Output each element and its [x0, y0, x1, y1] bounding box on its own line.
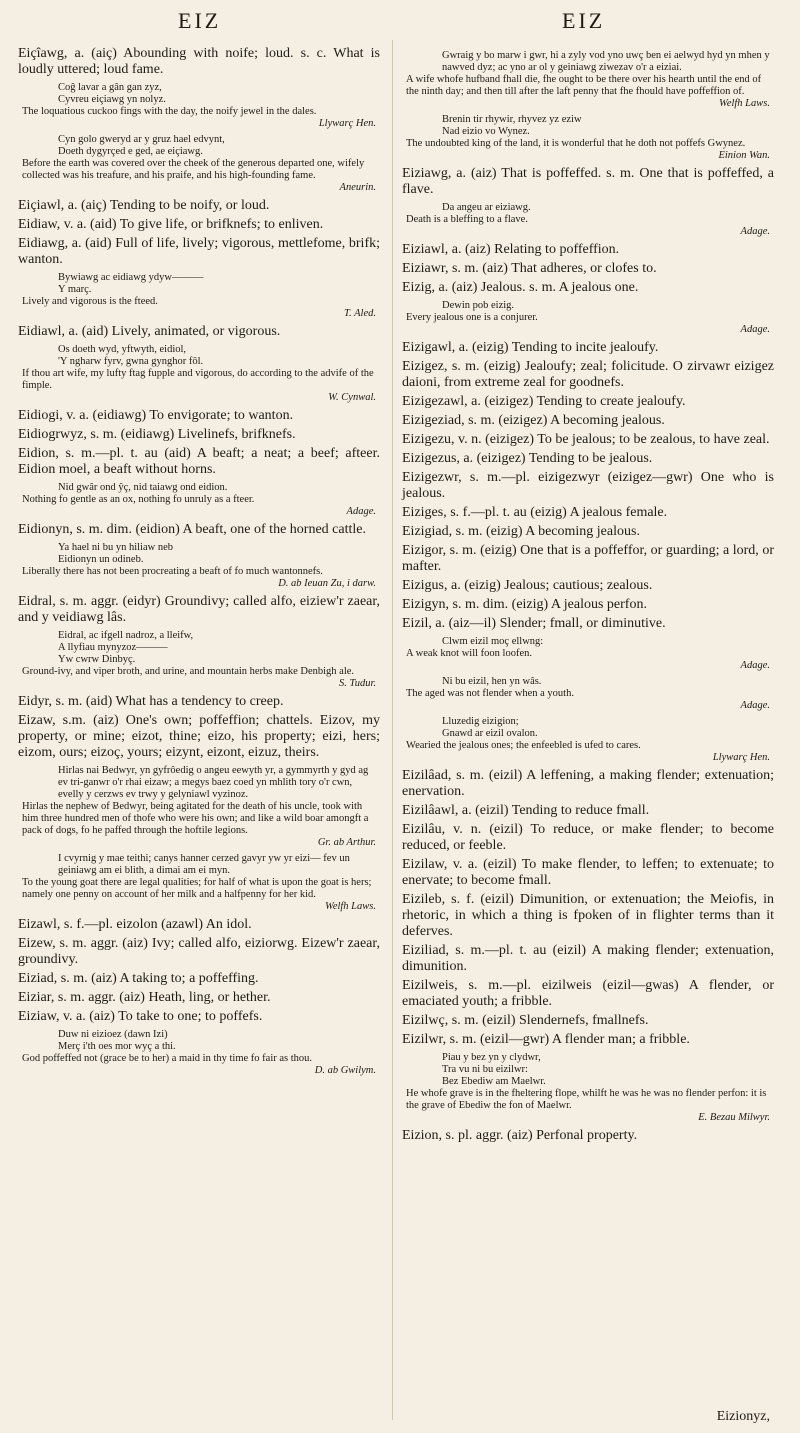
dictionary-entry: Eiziawl, a. (aiz) Relating to poffeffion.	[402, 242, 620, 257]
quotation-source: W. Cynwal.	[328, 392, 376, 403]
dictionary-entry: Eizigawl, a. (eizig) Tending to incite jealoufy.	[402, 340, 659, 355]
quotation-verse: Da angeu ar eiziawg.	[442, 202, 531, 213]
dictionary-entry: Eiziliad, s. m.—pl. t. au (eizil) A making flender; extenuation, dimunition.	[402, 943, 774, 974]
quotation	[402, 114, 774, 162]
dictionary-entry: Eizilâawl, a. (eizil) Tending to reduce fmall.	[402, 803, 650, 818]
dictionary-entry: Eiziawr, s. m. (aiz) That adheres, or clofes to.	[402, 261, 657, 276]
quotation-verse: Y març.	[58, 284, 92, 295]
dictionary-entry: Eizigeziad, s. m. (eizigez) A becoming jealous.	[402, 413, 665, 428]
quotation	[18, 765, 380, 849]
quotation-verse: I cvyrnig y mae teithi; canys hanner cerzed gavyr yw yr eizi— fev un geiniawg am ei blith, a dimai am ei myn.	[58, 853, 350, 876]
quotation	[402, 716, 774, 764]
dictionary-entry: Eidyr, s. m. (aid) What has a tendency to creep.	[18, 694, 284, 709]
dictionary-entry: Eizigezwr, s. m.—pl. eizigezwyr (eizigez—gwr) One who is jealous.	[402, 470, 774, 501]
quotation-verse: Nad eizio vo Wynez.	[442, 126, 530, 137]
quotation-verse: Gwraig y bo marw i gwr, hi a zyly vod yno uwç ben ei aelwyd hyd yn mhen y nawved dyz; ac yno ar ol y geiniawg ziwezav o'r a eiziai.	[442, 50, 770, 73]
quotation-translation: The aged was not flender when a youth.	[406, 688, 574, 699]
quotation-translation: A weak knot will foon loofen.	[406, 648, 532, 659]
quotation	[18, 482, 380, 518]
quotation-translation: Hirlas the nephew of Bedwyr, being agitated for the death of his uncle, took with him three hundred men of thofe who were his own; and like a wild boar amongft a pack of dogs, fo he paffed through the hoftile legions.	[22, 801, 369, 836]
quotation	[18, 344, 380, 404]
quotation-source: D. ab Gwilym.	[314, 1065, 376, 1076]
dictionary-entry: Eizil, a. (aiz—il) Slender; fmall, or diminutive.	[402, 616, 666, 631]
quotation-verse: Merç i'th oes mor wyç a thi.	[58, 1041, 176, 1052]
quotation-source: Einion Wan.	[718, 150, 770, 161]
dictionary-entry: Eizigez, s. m. (eizig) Jealoufy; zeal; folicitude. O zirvawr eizigez daioni, from extreme zeal for goodnefs.	[402, 359, 774, 390]
dictionary-entry: Eidiogi, v. a. (eidiawg) To envigorate; to wanton.	[18, 408, 294, 423]
quotation-source: Adage.	[740, 324, 770, 335]
dictionary-entry: Eiçiawl, a. (aiç) Tending to be noify, or loud.	[18, 198, 270, 213]
quotation-verse: Tra vu ni bu eizilwr:	[442, 1064, 528, 1075]
dictionary-entry: Eidral, s. m. aggr. (eidyr) Groundivy; called alfo, eiziew'r zaear, and y veidiawg lâs.	[18, 594, 380, 625]
quotation-verse: Ya hael ni bu yn hiliaw neb	[58, 542, 174, 553]
quotation-verse: Eidionyn un odineb.	[58, 554, 144, 565]
quotation-verse: A llyfiau mynyzoz———	[58, 642, 168, 653]
quotation-translation: The undoubted king of the land, it is wonderful that he doth not poffefs Gwynez.	[406, 138, 746, 149]
quotation	[18, 134, 380, 194]
quotation-source: Welfh Laws.	[325, 901, 376, 912]
quotation-source: S. Tudur.	[338, 678, 376, 689]
dictionary-entry: Eidionyn, s. m. dim. (eidion) A beaft, one of the horned cattle.	[18, 522, 366, 537]
quotation	[402, 636, 774, 672]
quotation-source: Llywarç Hen.	[712, 752, 770, 763]
quotation-translation: To the young goat there are legal qualities; for half of what is upon the goat is hers; namely one penny on account of her milk and a halfpenny for her kid.	[22, 877, 372, 900]
quotation-verse: Cyn golo gweryd ar y gruz hael edvynt,	[58, 134, 225, 145]
quotation-verse: Lluzedig eizigion;	[442, 716, 519, 727]
dictionary-entry: Eizigor, s. m. (eizig) One that is a poffeffor, or guarding; a lord, or mafter.	[402, 543, 774, 574]
dictionary-entry: Eidion, s. m.—pl. t. au (aid) A beaft; a neat; a beef; afteer. Eidion moel, a beaft without horns.	[18, 446, 380, 477]
quotation-translation: Death is a bleffing to a flave.	[406, 214, 528, 225]
quotation-verse: Eidral, ac ifgell nadroz, a lleifw,	[58, 630, 194, 641]
dictionary-entry: Eizilâad, s. m. (eizil) A leffening, a making flender; extenuation; enervation.	[402, 768, 774, 799]
dictionary-entry: Eizigezu, v. n. (eizigez) To be jealous; to be zealous, to have zeal.	[402, 432, 770, 447]
dictionary-entry: Eidiawl, a. (aid) Lively, animated, or vigorous.	[18, 324, 281, 339]
quotation-source: Welfh Laws.	[719, 98, 770, 109]
quotation-verse: Bez Ebediw am Maelwr.	[442, 1076, 546, 1087]
quotation-source: Aneurin.	[339, 182, 376, 193]
column-divider	[392, 40, 393, 1420]
dictionary-entry: Eizew, s. m. aggr. (aiz) Ivy; called alfo, eiziorwg. Eizew'r zaear, groundivy.	[18, 936, 380, 967]
quotation-verse: Dewin pob eizig.	[442, 300, 515, 311]
quotation-source: Adage.	[740, 226, 770, 237]
dictionary-entry: Eizawl, s. f.—pl. eizolon (azawl) An idol.	[18, 917, 252, 932]
dictionary-entry: Eizilwr, s. m. (eizil—gwr) A flender man; a fribble.	[402, 1032, 690, 1047]
dictionary-entry: Eiziad, s. m. (aiz) A taking to; a poffeffing.	[18, 971, 259, 986]
quotation-source: Adage.	[740, 700, 770, 711]
quotation-verse: Doeth dygyrçed e ged, ae eiçiawg.	[58, 146, 203, 157]
running-head-right: EIZ	[562, 8, 606, 33]
quotation-verse: Yw cwrw Dinbyç.	[58, 654, 136, 665]
quotation-translation: Every jealous one is a conjurer.	[406, 312, 538, 323]
dictionary-entry: Eidiaw, v. a. (aid) To give life, or brifknefs; to enliven.	[18, 217, 324, 232]
quotation	[402, 202, 774, 238]
quotation-verse: Clwm eizil moç ellwng:	[442, 636, 544, 647]
quotation-verse: Os doeth wyd, yftwyth, eidiol,	[58, 344, 187, 355]
quotation-translation: If thou art wife, my lufty ftag fupple and vigorous, do according to the advife of the fimple.	[22, 368, 374, 391]
left-column	[18, 46, 380, 1081]
dictionary-entry: Eizilaw, v. a. (eizil) To make flender, to leffen; to extenuate; to enervate; to become fmall.	[402, 857, 774, 888]
dictionary-entry: Eizigezus, a. (eizigez) Tending to be jealous.	[402, 451, 653, 466]
quotation-translation: God poffeffed not (grace be to her) a maid in thy time fo fair as thou.	[22, 1053, 313, 1064]
dictionary-entry: Eizigyn, s. m. dim. (eizig) A jealous perfon.	[402, 597, 647, 612]
running-head-left: EIZ	[178, 8, 222, 33]
quotation-source: Gr. ab Arthur.	[317, 837, 376, 848]
quotation-translation: Wearied the jealous ones; the enfeebled is ufed to cares.	[406, 740, 641, 751]
quotation-source: E. Bezau Milwyr.	[698, 1112, 770, 1123]
quotation	[402, 1052, 774, 1124]
quotation-translation: A wife whofe hufband fhall die, fhe ought to be there over his hearth until the end of the ninth day; and then till after the laft penny that fhe fhould have poffeffion of.	[406, 74, 762, 97]
quotation-translation: He whofe grave is in the fheltering flope, whilft he was he was no flender perfon: it is the grave of Ebediw the fon of Maelwr.	[406, 1088, 767, 1111]
dictionary-entry: Eiçîawg, a. (aiç) Abounding with noife; loud. s. c. What is loudly uttered; loud fame.	[18, 46, 380, 77]
quotation	[402, 676, 774, 712]
quotation	[402, 50, 774, 110]
dictionary-entry: Eizig, a. (aiz) Jealous. s. m. A jealous one.	[402, 280, 639, 295]
quotation	[18, 82, 380, 130]
dictionary-entry: Eizileb, s. f. (eizil) Dimunition, or extenuation; the Meiofis, in rhetoric, in which a thing is fpoken of in flighter terms than it deferves.	[402, 892, 774, 939]
quotation-source: D. ab Ieuan Zu, i darw.	[278, 578, 376, 589]
quotation-translation: Liberally there has not been procreating a beaft of fo much wantonnefs.	[22, 566, 323, 577]
quotation-verse: Brenin tir rhywir, rhyvez yz eziw	[442, 114, 582, 125]
dictionary-entry: Eidiogrwyz, s. m. (eidiawg) Livelinefs, brifknefs.	[18, 427, 296, 442]
quotation-source: Adage.	[346, 506, 376, 517]
quotation-verse: Piau y bez yn y clydwr,	[442, 1052, 541, 1063]
dictionary-entry: Eizilwç, s. m. (eizil) Slendernefs, fmallnefs.	[402, 1013, 649, 1028]
quotation-translation: Lively and vigorous is the fteed.	[22, 296, 158, 307]
right-column	[402, 46, 774, 1147]
quotation	[18, 542, 380, 590]
quotation	[18, 853, 380, 913]
quotation	[18, 1029, 380, 1077]
quotation-translation: The loquatious cuckoo fings with the day, the noify jewel in the dales.	[22, 106, 317, 117]
quotation-translation: Before the earth was covered over the cheek of the generous departed one, wifely collected was his treafure, and his praife, and his high-founding fame.	[22, 158, 365, 181]
dictionary-entry: Eizigezawl, a. (eizigez) Tending to create jealoufy.	[402, 394, 686, 409]
quotation	[18, 272, 380, 320]
quotation-verse: Coĝ lavar a gân gan zyz,	[58, 82, 162, 93]
dictionary-entry: Eizilweis, s. m.—pl. eizilweis (eizil—gwas) A flender, or emaciated youth; a fribble.	[402, 978, 774, 1009]
quotation-source: Llywarç Hen.	[318, 118, 376, 129]
quotation-verse: Ni bu eizil, hen yn wâs.	[442, 676, 542, 687]
quotation-verse: Duw ni eizioez (dawn Izi)	[58, 1029, 168, 1040]
quotation-verse: Gnawd ar eizil ovalon.	[442, 728, 538, 739]
catchword: Eizionyz,	[716, 1409, 770, 1424]
quotation-verse: 'Y ngharw fyrv, gwna gynghor fôl.	[58, 356, 204, 367]
quotation-verse: Nid gwâr ond ŷç, nid taiawg ond eidion.	[58, 482, 228, 493]
dictionary-entry: Eizilâu, v. n. (eizil) To reduce, or make flender; to become reduced, or feeble.	[402, 822, 774, 853]
dictionary-entry: Eizigiad, s. m. (eizig) A becoming jealous.	[402, 524, 640, 539]
dictionary-entry: Eizaw, s.m. (aiz) One's own; poffeffion; chattels. Eizov, my property, or mine; eizot, thine; eizo, his property; eizi, hers; eizom, ours; eizoç, yours; eizynt, eizont, eizuz, theirs.	[18, 713, 380, 760]
quotation-translation: Ground-ivy, and viper broth, and urine, and mountain herbs make Denbigh ale.	[22, 666, 355, 677]
quotation-source: Adage.	[740, 660, 770, 671]
quotation-verse: Hirlas nai Bedwyr, yn gyfrôedig o angeu eewyth yr, a gymmyrth y gyd ag ev tri-ganwr o'r rhai eizaw; a megys baez coed yn mhlith tory o'r cwn, evelly y cerzws ev trwy y gelyniawl vyzinoz.	[58, 765, 369, 800]
dictionary-entry: Eiziawg, a. (aiz) That is poffeffed. s. m. One that is poffeffed, a flave.	[402, 166, 774, 197]
quotation-verse: Cyvreu eiçiawg yn nolyz.	[58, 94, 166, 105]
dictionary-entry: Eizigus, a. (eizig) Jealous; cautious; zealous.	[402, 578, 653, 593]
dictionary-entry: Eiziges, s. f.—pl. t. au (eizig) A jealous female.	[402, 505, 668, 520]
dictionary-entry: Eiziar, s. m. aggr. (aiz) Heath, ling, or hether.	[18, 990, 271, 1005]
quotation-translation: Nothing fo gentle as an ox, nothing fo unruly as a fteer.	[22, 494, 255, 505]
quotation-source: T. Aled.	[344, 308, 376, 319]
dictionary-entry: Eiziaw, v. a. (aiz) To take to one; to poffefs.	[18, 1009, 263, 1024]
quotation	[18, 630, 380, 690]
quotation-verse: Bywiawg ac eidiawg ydyw———	[58, 272, 204, 283]
dictionary-entry: Eizion, s. pl. aggr. (aiz) Perfonal property.	[402, 1128, 638, 1143]
dictionary-entry: Eidiawg, a. (aid) Full of life, lively; vigorous, mettlefome, brifk; wanton.	[18, 236, 380, 267]
quotation	[402, 300, 774, 336]
